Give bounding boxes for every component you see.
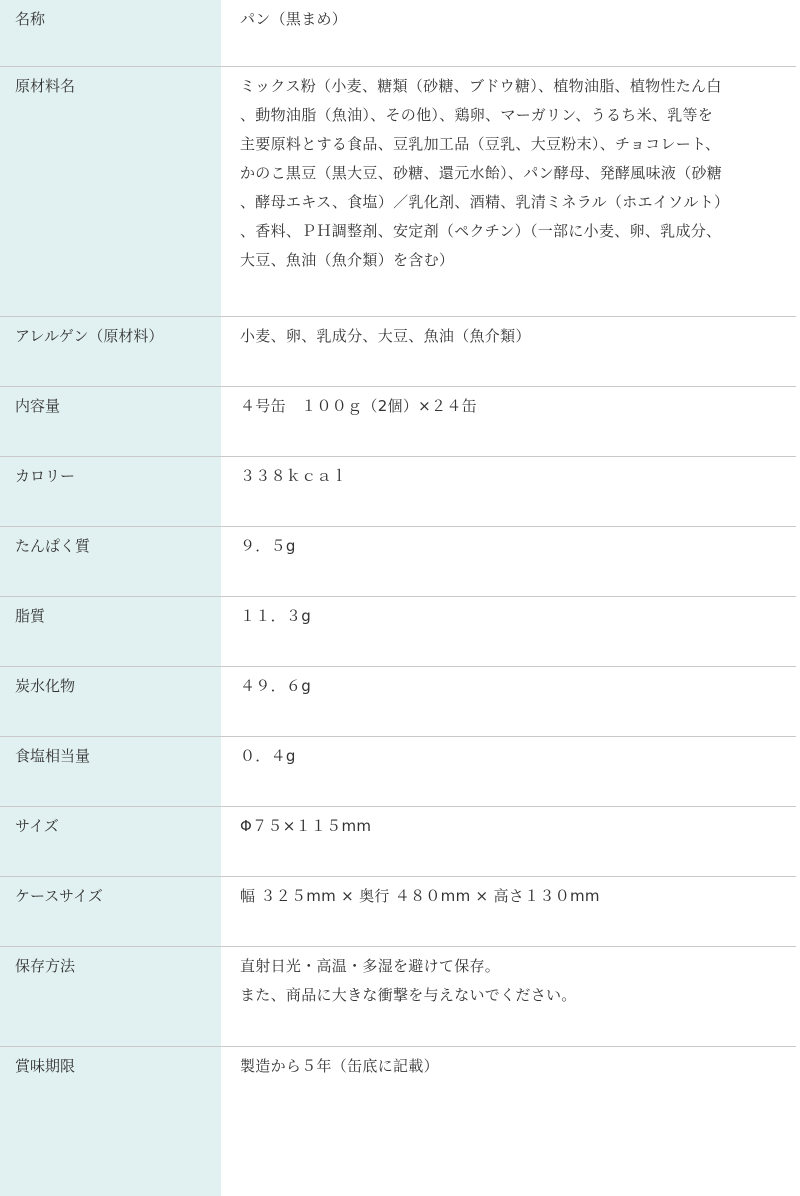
materials-line: かのこ黒豆（黒大豆、砂糖、還元水飴）、パン酵母、発酵風味液（砂糖 xyxy=(240,163,723,182)
spec-row-salt xyxy=(0,736,796,806)
spec-value-name: パン（黒まめ） xyxy=(240,10,348,28)
spec-value-carbs: ４９．６g xyxy=(240,676,312,695)
spec-row-case-size xyxy=(0,876,796,946)
spec-value-best-before: 製造から５年（缶底に記載） xyxy=(240,1056,439,1075)
spec-label-storage: 保存方法 xyxy=(15,956,76,975)
materials-line: 主要原料とする食品、豆乳加工品（豆乳、大豆粉末）、チョコレート、 xyxy=(240,134,721,153)
materials-line: ミックス粉（小麦、糖類（砂糖、ブドウ糖）、植物油脂、植物性たん白 xyxy=(240,76,722,95)
materials-line: 、酵母エキス、食塩）／乳化剤、酒精、乳清ミネラル（ホエイソルト） xyxy=(240,192,730,211)
materials-line: 大豆、魚油（魚介類）を含む） xyxy=(240,250,455,269)
spec-value-fat: １１．３g xyxy=(240,606,312,625)
spec-label-materials: 原材料名 xyxy=(15,76,76,95)
spec-value-materials xyxy=(221,66,796,316)
spec-value-case-size: 幅 ３２５mm × 奥行 ４８０mm × 高さ１３０mm xyxy=(240,886,600,905)
spec-label-fat: 脂質 xyxy=(15,606,46,625)
spec-value-salt: ０．４g xyxy=(240,746,296,765)
materials-line: 、香料、ＰＨ調整剤、安定剤（ペクチン）（一部に小麦、卵、乳成分、 xyxy=(240,221,722,240)
spec-row-materials xyxy=(0,66,796,316)
materials-line: 、動物油脂（魚油）、その他）、鶏卵、マーガリン、うるち米、乳等を xyxy=(240,105,714,124)
spec-label-calorie: カロリー xyxy=(15,466,76,485)
spec-value-size: Φ７５×１１５mm xyxy=(240,816,372,835)
spec-row-size xyxy=(0,806,796,876)
spec-value-storage xyxy=(221,946,796,1046)
spec-label-carbs: 炭水化物 xyxy=(15,676,76,695)
spec-value-content: ４号缶 １００ｇ（2個）×２４缶 xyxy=(240,396,477,415)
spec-label-content: 内容量 xyxy=(15,396,61,415)
spec-row-content xyxy=(0,386,796,456)
spec-row-name xyxy=(0,0,796,66)
storage-line: 直射日光・高温・多湿を避けて保存。 xyxy=(240,956,501,975)
spec-value-protein: ９．５g xyxy=(240,536,296,555)
spec-row-allergen xyxy=(0,316,796,386)
storage-line: また、商品に大きな衝撃を与えないでください。 xyxy=(240,985,577,1004)
spec-row-storage xyxy=(0,946,796,1046)
spec-label-allergen: アレルゲン（原材料） xyxy=(15,326,164,345)
spec-row-protein xyxy=(0,526,796,596)
spec-value-calorie: ３３８ｋｃａｌ xyxy=(240,466,348,485)
spec-label-case-size: ケースサイズ xyxy=(15,886,103,905)
spec-label-salt: 食塩相当量 xyxy=(15,746,91,765)
spec-row-best-before xyxy=(0,1046,796,1195)
spec-value-allergen: 小麦、卵、乳成分、大豆、魚油（魚介類） xyxy=(240,326,531,345)
spec-row-carbs xyxy=(0,666,796,736)
spec-label-best-before: 賞味期限 xyxy=(15,1056,76,1075)
spec-label-size: サイズ xyxy=(15,816,59,835)
spec-row-calorie xyxy=(0,456,796,526)
spec-label-protein: たんぱく質 xyxy=(15,536,91,555)
spec-row-fat xyxy=(0,596,796,666)
spec-label-name: 名称 xyxy=(15,10,46,28)
